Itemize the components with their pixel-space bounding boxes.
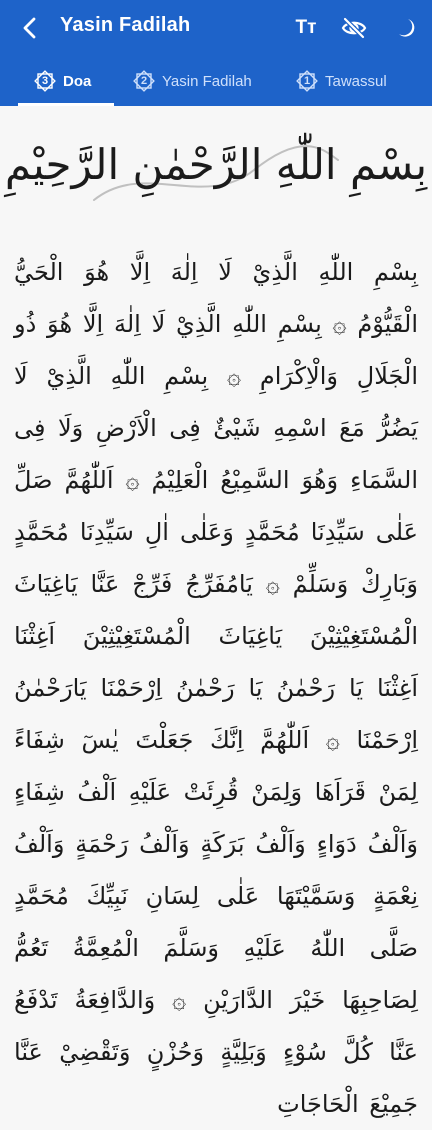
dark-mode-button[interactable]: [390, 12, 422, 44]
tab-bar: [0, 56, 432, 106]
toolbar: [0, 0, 432, 56]
moon-icon: [395, 17, 417, 39]
text-size-icon: Tт: [295, 17, 317, 38]
basmala-header: بِسْمِ اللّٰهِ الرَّحْمٰنِ الرَّحِيْمِ: [4, 140, 428, 189]
tab-number: 1: [303, 75, 311, 87]
tab-tawassul[interactable]: [296, 56, 387, 106]
tab-number: 3: [41, 75, 49, 87]
tab-number-badge: [34, 70, 56, 92]
back-button[interactable]: [14, 12, 46, 44]
tab-label: Tawassul: [325, 72, 387, 90]
doa-text: بِسْمِ اللّٰهِ الَّذِيْ لَا اِلٰهَ اِلَّا هُوَ الْحَيُّ الْقَيُّوْمُ ۞ بِسْمِ اللّٰهِ الَّذِيْ لَا اِلٰهَ اِلَّا هُوَ ذُو الْجَلَالِ وَالْاِكْرَامِ ۞ بِسْمِ اللّٰهِ الَّذِيْ لَا يَضُرُّ مَعَ اسْمِهِ شَيْئٌ فِى الْاَرْضِ وَلَا فِى السَّمَاءِ وَهُوَ السَّمِيْعُ الْعَلِيْمُ ۞ اَللّٰهُمَّ صَلِّ عَلٰى سَيِّدِنَا مُحَمَّدٍ وَعَلٰى اٰلِ سَيِّدِنَا مُحَمَّدٍ وَبَارِكْ وَسَلِّمْ ۞ يَامُفَرِّجُ فَرِّجْ عَنَّا يَاغِيَاثَ الْمُسْتَغِيْثِيْنَ يَاغِيَاثَ الْمُسْتَغِيْثِيْنَ اَغِثْنَا اَغِثْنَا يَا رَحْمٰنُ يَا رَحْمٰنُ اِرْحَمْنَا يَارَحْمٰنُ اِرْحَمْنَا ۞ اَللّٰهُمَّ اِنَّكَ جَعَلْتَ يٰسٓ شِفَاءً لِمَنْ قَرَاَهَا وَلِمَنْ قُرِئَتْ عَلَيْهِ اَلْفُ شِفَاءٍ وَاَلْفُ دَوَاءٍ وَاَلْفُ بَرَكَةٍ وَاَلْفُ رَحْمَةٍ وَاَلْفُ نِعْمَةٍ وَسَمَّيْتَهَا عَلٰى لِسَانِ نَبِيِّكَ مُحَمَّدٍ صَلَّى اللّٰهُ عَلَيْهِ وَسَلَّمَ الْمُعِمَّةُ تَعُمُّ لِصَاحِبِهَا خَيْرَ الدَّارَيْنِ ۞ وَالدَّافِعَةُ تَدْفَعُ عَنَّا كُلَّ سُوْءٍ وَبَلِيَّةٍ وَحُزْنٍ وَتَقْضِيْ عَنَّا جَمِيْعَ الْحَاجَاتِ: [14, 258, 418, 1118]
page-title: Yasin Fadilah: [60, 14, 191, 36]
doa-content[interactable]: [0, 106, 432, 1118]
arrow-left-icon: [18, 16, 42, 40]
tab-number: 2: [140, 75, 148, 87]
tab-label: Doa: [63, 72, 92, 90]
tab-label: Yasin Fadilah: [162, 72, 252, 90]
text-size-button[interactable]: [290, 12, 322, 44]
tab-doa[interactable]: [34, 56, 91, 106]
tab-number-badge: [296, 70, 318, 92]
eye-off-icon: [341, 17, 367, 39]
tab-yasin-fadilah[interactable]: [133, 56, 252, 106]
app-bar: [0, 0, 432, 106]
tab-number-badge: [133, 70, 155, 92]
hide-translation-button[interactable]: [338, 12, 370, 44]
